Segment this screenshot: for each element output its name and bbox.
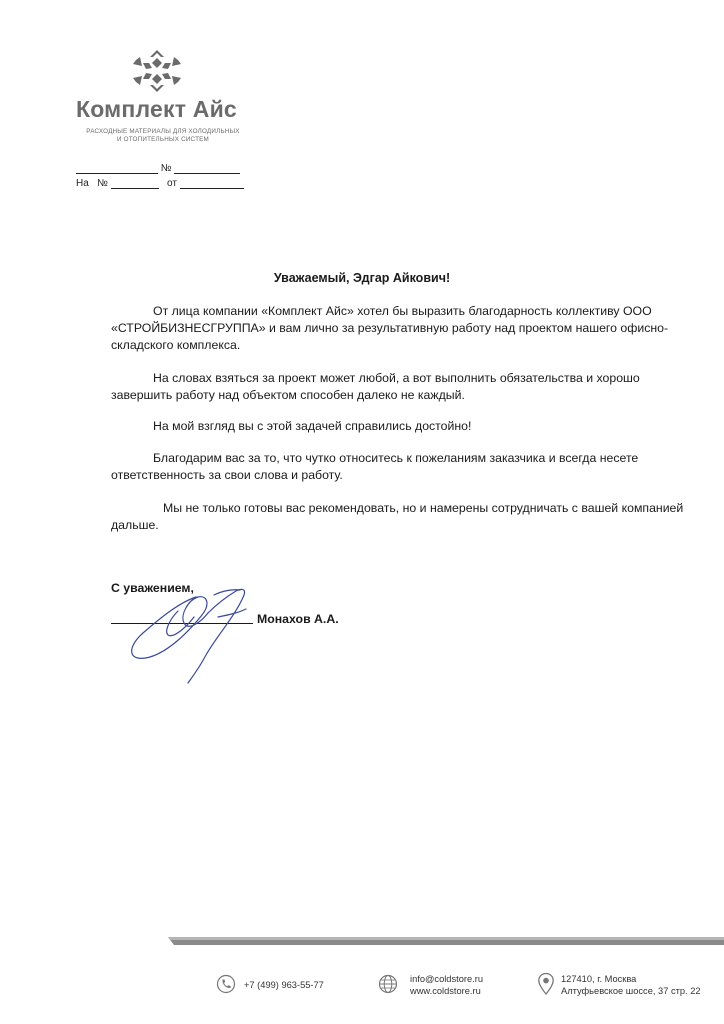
- footer-divider: [168, 937, 724, 947]
- on-number-label: №: [97, 178, 108, 189]
- footer-phone: +7 (499) 963-55-77: [244, 980, 324, 990]
- paragraph-2: [111, 370, 691, 404]
- outgoing-number-field: [76, 163, 240, 174]
- tagline-line-1: РАСХОДНЫЕ МАТЕРИАЛЫ ДЛЯ ХОЛОДИЛЬНЫХ: [86, 128, 240, 135]
- paragraph-3: [111, 418, 691, 435]
- incoming-reference-field: [76, 178, 244, 189]
- signer-name: Монахов А.А.: [257, 612, 339, 626]
- from-label: от: [167, 178, 177, 189]
- number-blank-line: [174, 164, 240, 174]
- paragraph-4: [111, 450, 691, 484]
- paragraph-1-text: От лица компании «Комплект Айс» хотел бы выразить благодарность коллективу ООО «СТРОЙБИЗНЕСГРУППА» и вам лично за результативную работу над проектом нашего офисно-складского комплекса.: [111, 304, 669, 352]
- snowflake-icon: [130, 48, 184, 94]
- tagline-line-2: И ОТОПИТЕЛЬНЫХ СИСТЕМ: [117, 136, 209, 143]
- on-label: На: [76, 178, 89, 189]
- handwritten-signature: [118, 575, 278, 685]
- paragraph-1: [111, 303, 691, 354]
- paragraph-2-text: На словах взяться за проект может любой, а вот выполнить обязательства и хорошо завершить работу над объектом способен далеко не каждый.: [111, 371, 640, 402]
- footer-email-link[interactable]: [410, 973, 483, 997]
- location-pin-icon: [537, 972, 555, 996]
- closing-phrase: С уважением,: [111, 581, 194, 595]
- address-line-2: Алтуфьевское шоссе, 37 стр. 22: [561, 986, 701, 996]
- footer-address: [561, 973, 701, 997]
- paragraph-5-text: Мы не только готовы вас рекомендовать, но и намерены сотрудничать с вашей компанией дальше.: [111, 501, 684, 532]
- footer-website[interactable]: www.coldstore.ru: [410, 986, 481, 996]
- address-line-1: 127410, г. Москва: [561, 974, 637, 984]
- footer-email[interactable]: info@coldstore.ru: [410, 974, 483, 984]
- paragraph-5: [111, 500, 691, 534]
- on-number-blank-line: [111, 179, 159, 189]
- paragraph-4-text: Благодарим вас за то, что чутко относитесь к пожеланиям заказчика и всегда несете ответственность за свои слова и работу.: [111, 451, 639, 482]
- paragraph-3-text: На мой взгляд вы с этой задачей справились достойно!: [153, 419, 472, 433]
- company-name: Комплект Айс: [76, 96, 237, 122]
- from-blank-line: [180, 179, 244, 189]
- phone-icon: [216, 974, 236, 994]
- date-blank-line: [76, 164, 158, 174]
- globe-icon: [378, 974, 398, 994]
- letter-greeting: Уважаемый, Эдгар Айкович!: [273, 271, 451, 285]
- company-tagline: [78, 128, 248, 144]
- number-label: №: [160, 163, 172, 174]
